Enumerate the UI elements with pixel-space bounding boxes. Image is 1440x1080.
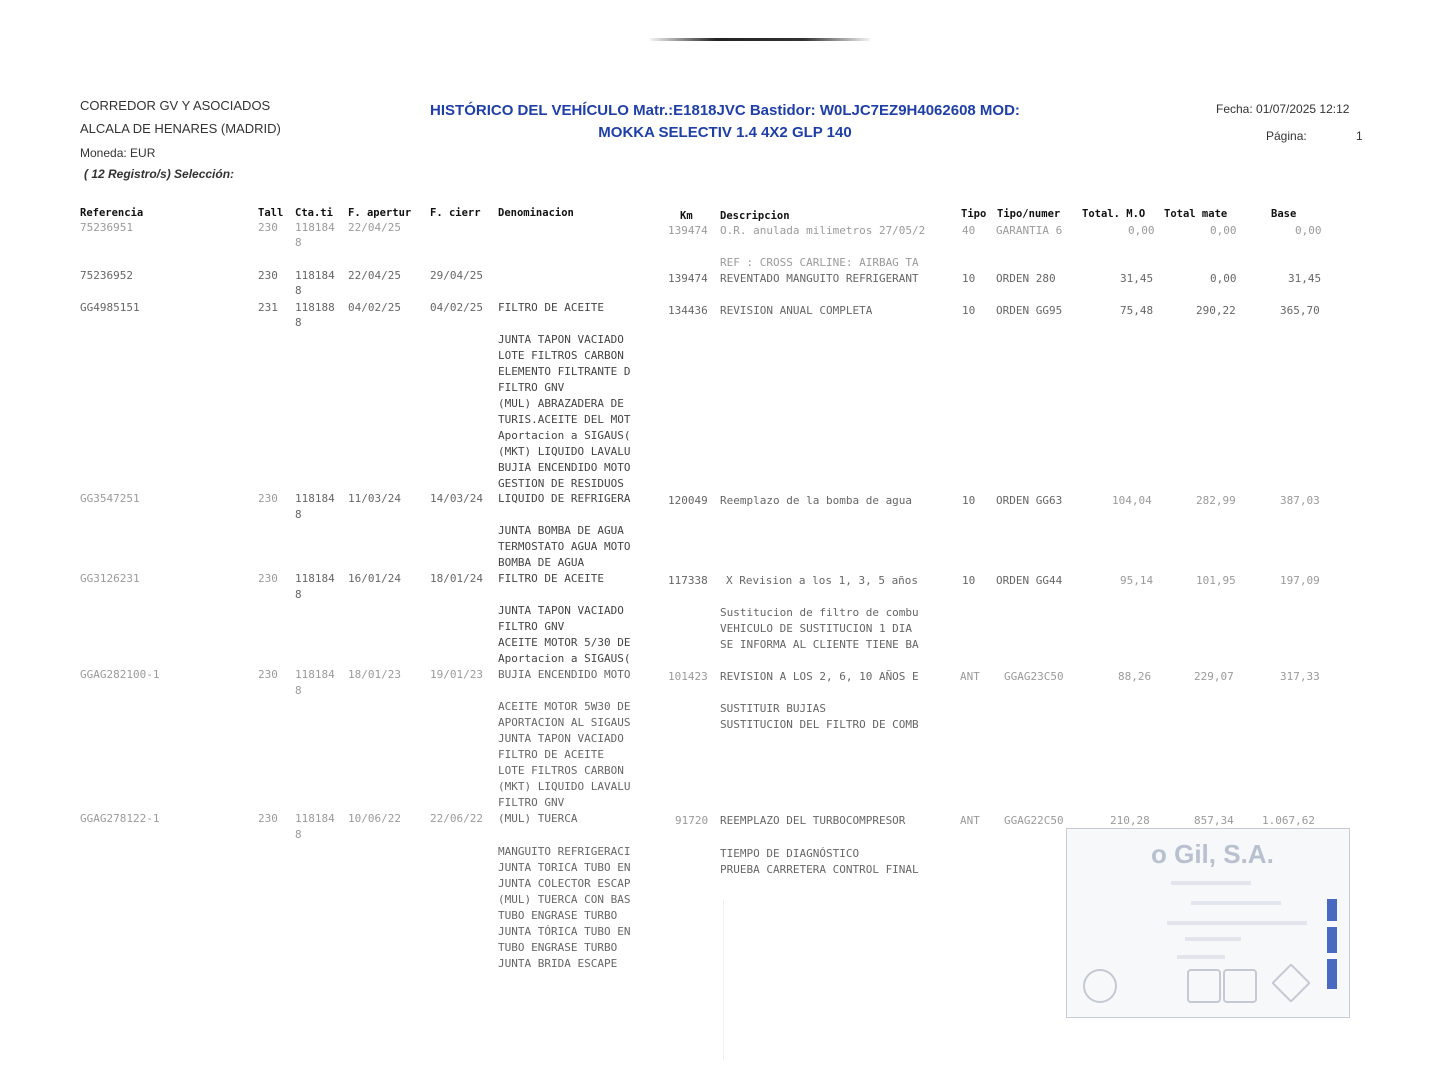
cell-base: 317,33 (1280, 670, 1320, 683)
cell-descripcion-line: VEHICULO DE SUSTITUCION 1 DIA (720, 622, 913, 635)
scan-artifact-line (650, 38, 870, 41)
cell-tall: 230 (258, 492, 278, 505)
stamp-barcode-mark (1327, 959, 1337, 989)
cell-denominacion: BUJIA ENCENDIDO MOTO (498, 668, 631, 681)
cell-cta-suffix: 8 (295, 236, 302, 249)
cell-total-materiales: 101,95 (1196, 574, 1236, 587)
cell-f-cierre: 19/01/23 (430, 668, 483, 681)
cell-cta: 118184 (295, 668, 335, 681)
cell-referencia: GG4985151 (80, 301, 140, 314)
col-tall: Tall (258, 207, 284, 219)
cell-denominacion-line: ELEMENTO FILTRANTE D (498, 365, 631, 378)
cell-total-mo: 95,14 (1120, 574, 1154, 587)
cell-denominacion-line: GESTION DE RESIDUOS (498, 477, 624, 490)
cell-descripcion: Reemplazo de la bomba de agua (720, 494, 913, 507)
page-label: Página: (1266, 129, 1307, 143)
cell-f-cierre: 04/02/25 (430, 301, 483, 314)
cell-denominacion-line: JUNTA BRIDA ESCAPE (498, 957, 618, 970)
print-date: Fecha: 01/07/2025 12:12 (1216, 102, 1350, 116)
stamp-text-line (1177, 955, 1225, 959)
cell-denominacion-line: ACEITE MOTOR 5W30 DE (498, 700, 631, 713)
col-denominacion: Denominacion (498, 207, 574, 219)
stamp-text-line (1185, 937, 1241, 941)
cell-descripcion-line: SE INFORMA AL CLIENTE TIENE BA (720, 638, 919, 651)
cell-denominacion-line: Aportacion a SIGAUS( (498, 652, 631, 665)
cell-descripcion: REEMPLAZO DEL TURBOCOMPRESOR (720, 814, 906, 827)
col-descripcion: Descripcion (720, 210, 790, 222)
cell-denominacion-line: TURIS.ACEITE DEL MOT (498, 413, 631, 426)
cell-tipo: 40 (962, 224, 976, 237)
cell-total-mo: 88,26 (1118, 670, 1152, 683)
cell-denominacion-line: APORTACION AL SIGAUS (498, 716, 631, 729)
cell-tipo: ANT (960, 814, 980, 827)
cell-tipo-numero: GGAG22C50 (1004, 814, 1064, 827)
cell-referencia: GG3547251 (80, 492, 140, 505)
cell-referencia: GGAG282100-1 (80, 668, 160, 681)
company-stamp (1066, 828, 1350, 1018)
cell-f-apertura: 22/04/25 (348, 269, 401, 282)
cell-km: 134436 (668, 304, 708, 317)
stamp-text-line (1171, 881, 1251, 885)
col-f-cierre: F. cierr (430, 207, 481, 219)
scan-fold-line (723, 900, 724, 1060)
col-base: Base (1271, 208, 1297, 220)
cell-denominacion: LIQUIDO DE REFRIGERA (498, 492, 631, 505)
cell-tipo: 10 (962, 272, 976, 285)
cell-denominacion: (MUL) TUERCA (498, 812, 578, 825)
cell-total-mo: 0,00 (1128, 224, 1155, 237)
mitsubishi-logo-icon (1271, 963, 1311, 1003)
cell-tipo-numero: GARANTIA 6 (996, 224, 1063, 237)
cell-tipo-numero: GGAG23C50 (1004, 670, 1064, 683)
cell-total-materiales: 0,00 (1210, 272, 1237, 285)
cell-tall: 231 (258, 301, 278, 314)
cell-tall: 230 (258, 668, 278, 681)
cell-base: 1.067,62 (1262, 814, 1315, 827)
cell-tipo-numero: ORDEN GG63 (996, 494, 1063, 507)
cell-denominacion-line: (MUL) TUERCA CON BAS (498, 893, 631, 906)
cell-total-materiales: 0,00 (1210, 224, 1237, 237)
cell-descripcion-line: Sustitucion de filtro de combu (720, 606, 919, 619)
col-tipo: Tipo (961, 208, 987, 220)
cell-denominacion-line: MANGUITO REFRIGERACI (498, 845, 631, 858)
cell-total-mo: 210,28 (1110, 814, 1150, 827)
cell-f-cierre: 18/01/24 (430, 572, 483, 585)
cell-tall: 230 (258, 221, 278, 234)
cell-tall: 230 (258, 572, 278, 585)
col-km: Km (680, 210, 693, 222)
stamp-text-line (1167, 921, 1307, 925)
cell-descripcion: REVISION A LOS 2, 6, 10 AÑOS E (720, 670, 919, 683)
cell-descripcion-line: TIEMPO DE DIAGNÓSTICO (720, 847, 860, 860)
cell-descripcion-line: PRUEBA CARRETERA CONTROL FINAL (720, 863, 919, 876)
cell-denominacion-line: JUNTA TORICA TUBO EN (498, 861, 631, 874)
stamp-barcode-mark (1327, 927, 1337, 953)
stamp-company-name: o Gil, S.A. (1151, 839, 1274, 869)
col-referencia: Referencia (80, 207, 144, 219)
cell-denominacion-line: FILTRO DE ACEITE (498, 748, 604, 761)
cell-denominacion-line: JUNTA BOMBA DE AGUA (498, 524, 624, 537)
cell-cta: 118188 (295, 301, 335, 314)
cell-cta: 118184 (295, 492, 335, 505)
cell-denominacion-line: BUJIA ENCENDIDO MOTO (498, 461, 631, 474)
cell-denominacion-line: JUNTA TAPON VACIADO (498, 732, 624, 745)
cell-denominacion-line: JUNTA COLECTOR ESCAP (498, 877, 631, 890)
cell-denominacion-line: TUBO ENGRASE TURBO (498, 909, 618, 922)
cell-referencia: 75236951 (80, 221, 133, 234)
cell-descripcion: X Revision a los 1, 3, 5 años (726, 574, 919, 587)
cell-f-cierre: 29/04/25 (430, 269, 483, 282)
cell-base: 31,45 (1288, 272, 1322, 285)
col-cta: Cta.ti (295, 207, 333, 219)
cell-km: 139474 (668, 272, 708, 285)
cell-denominacion-line: JUNTA TAPON VACIADO (498, 604, 624, 617)
brand-logo-icon (1223, 969, 1257, 1003)
cell-tipo-numero: ORDEN GG44 (996, 574, 1063, 587)
cell-cta-suffix: 8 (295, 684, 302, 697)
cell-base: 0,00 (1295, 224, 1322, 237)
cell-denominacion-line: TUBO ENGRASE TURBO (498, 941, 618, 954)
cell-denominacion-line: (MKT) LIQUIDO LAVALU (498, 445, 631, 458)
cell-total-materiales: 282,99 (1196, 494, 1236, 507)
company-city: ALCALA DE HENARES (MADRID) (80, 121, 281, 136)
cell-tall: 230 (258, 269, 278, 282)
cell-cta: 118184 (295, 572, 335, 585)
cell-tipo: 10 (962, 304, 976, 317)
cell-denominacion-line: BOMBA DE AGUA (498, 556, 585, 569)
cell-referencia: GG3126231 (80, 572, 140, 585)
cell-descripcion: REVISION ANUAL COMPLETA (720, 304, 873, 317)
records-count: ( 12 Registro/s) Selección: (84, 167, 235, 181)
cell-f-apertura: 11/03/24 (348, 492, 401, 505)
cell-tall: 230 (258, 812, 278, 825)
cell-base: 365,70 (1280, 304, 1320, 317)
cell-descripcion-line: SUSTITUCION DEL FILTRO DE COMB (720, 718, 919, 731)
cell-tipo: 10 (962, 494, 976, 507)
cell-km: 101423 (668, 670, 708, 683)
cell-cta-suffix: 8 (295, 316, 302, 329)
cell-referencia: GGAG278122-1 (80, 812, 160, 825)
cell-referencia: 75236952 (80, 269, 133, 282)
cell-denominacion-line: FILTRO GNV (498, 381, 565, 394)
cell-denominacion-line: (MUL) ABRAZADERA DE (498, 397, 624, 410)
cell-denominacion-line: (MKT) LIQUIDO LAVALU (498, 780, 631, 793)
company-name: CORREDOR GV Y ASOCIADOS (80, 98, 271, 113)
cell-total-materiales: 857,34 (1194, 814, 1234, 827)
page-title-line1: HISTÓRICO DEL VEHÍCULO Matr.:E1818JVC Bastidor: W0LJC7EZ9H4062608 MOD: (430, 102, 1020, 119)
cell-denominacion-line: LOTE FILTROS CARBON (498, 349, 624, 362)
cell-cta: 118184 (295, 269, 335, 282)
stamp-barcode-mark (1327, 899, 1337, 921)
cell-cta-suffix: 8 (295, 284, 302, 297)
col-total-mo: Total. M.O (1082, 208, 1146, 220)
cell-f-cierre: 14/03/24 (430, 492, 483, 505)
cell-denominacion-line: FILTRO GNV (498, 620, 565, 633)
col-f-apertura: F. apertur (348, 207, 412, 219)
cell-km: 120049 (668, 494, 708, 507)
col-tipo-numero: Tipo/numer (997, 208, 1061, 220)
cell-cta-suffix: 8 (295, 828, 302, 841)
cell-denominacion-line: JUNTA TAPON VACIADO (498, 333, 624, 346)
cell-tipo: ANT (960, 670, 980, 683)
cell-km: 139474 (668, 224, 708, 237)
cell-total-mo: 31,45 (1120, 272, 1154, 285)
cell-cta: 118184 (295, 221, 335, 234)
cell-descripcion-line: SUSTITUIR BUJIAS (720, 702, 826, 715)
cell-denominacion-line: JUNTA TÓRICA TUBO EN (498, 925, 631, 938)
cell-descripcion: O.R. anulada milimetros 27/05/2 (720, 224, 926, 237)
cell-tipo: 10 (962, 574, 976, 587)
cell-f-cierre: 22/06/22 (430, 812, 483, 825)
cell-denominacion: FILTRO DE ACEITE (498, 301, 604, 314)
brand-logo-icon (1083, 969, 1117, 1003)
cell-f-apertura: 22/04/25 (348, 221, 401, 234)
cell-base: 197,09 (1280, 574, 1320, 587)
cell-total-mo: 75,48 (1120, 304, 1154, 317)
cell-f-apertura: 04/02/25 (348, 301, 401, 314)
cell-base: 387,03 (1280, 494, 1320, 507)
cell-total-materiales: 229,07 (1194, 670, 1234, 683)
cell-denominacion-line: FILTRO GNV (498, 796, 565, 809)
col-total-materiales: Total mate (1164, 208, 1228, 220)
cell-descripcion: REVENTADO MANGUITO REFRIGERANT (720, 272, 919, 285)
page-number: 1 (1356, 129, 1363, 143)
cell-denominacion-line: ACEITE MOTOR 5/30 DE (498, 636, 631, 649)
cell-cta: 118184 (295, 812, 335, 825)
cell-total-materiales: 290,22 (1196, 304, 1236, 317)
page-title-line2: MOKKA SELECTIV 1.4 4X2 GLP 140 (598, 124, 852, 141)
currency-label: Moneda: EUR (80, 146, 156, 160)
cell-f-apertura: 16/01/24 (348, 572, 401, 585)
cell-cta-suffix: 8 (295, 508, 302, 521)
cell-km: 117338 (668, 574, 708, 587)
cell-cta-suffix: 8 (295, 588, 302, 601)
cell-tipo-numero: ORDEN 280 (996, 272, 1056, 285)
cell-denominacion-line: Aportacion a SIGAUS( (498, 429, 631, 442)
cell-km: 91720 (675, 814, 709, 827)
cell-tipo-numero: ORDEN GG95 (996, 304, 1063, 317)
cell-total-mo: 104,04 (1112, 494, 1152, 507)
cell-denominacion-line: TERMOSTATO AGUA MOTO (498, 540, 631, 553)
cell-denominacion-line: LOTE FILTROS CARBON (498, 764, 624, 777)
seat-logo-icon (1187, 969, 1221, 1003)
cell-f-apertura: 10/06/22 (348, 812, 401, 825)
cell-denominacion: FILTRO DE ACEITE (498, 572, 604, 585)
cell-descripcion-ref: REF : CROSS CARLINE: AIRBAG TA (720, 256, 919, 269)
cell-f-apertura: 18/01/23 (348, 668, 401, 681)
stamp-text-line (1191, 901, 1281, 905)
